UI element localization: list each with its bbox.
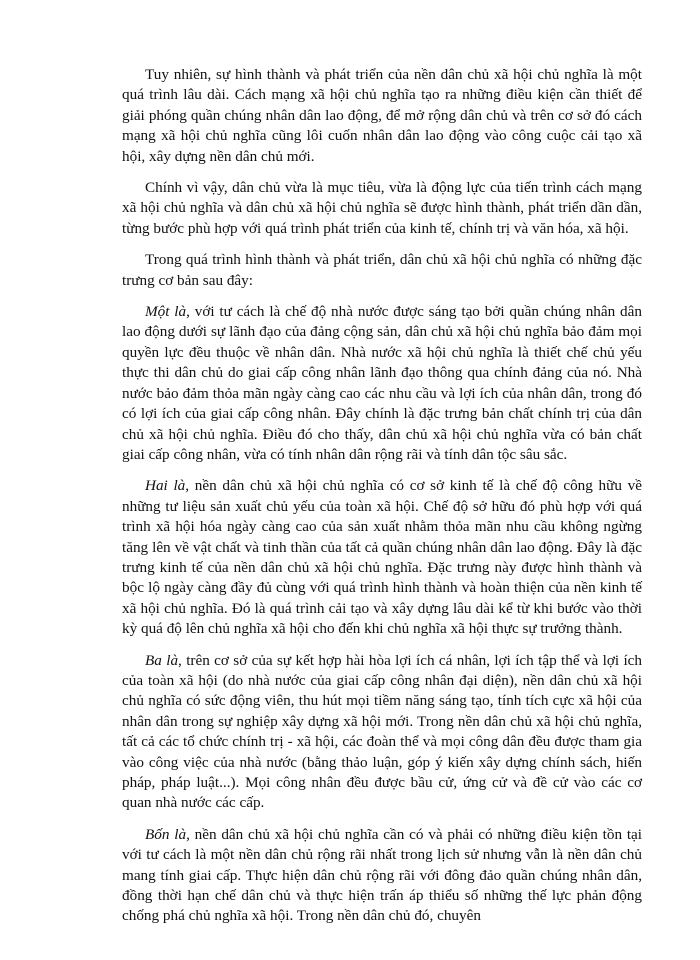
paragraph-lead: Một là bbox=[145, 303, 187, 321]
paragraph bbox=[122, 250, 642, 291]
paragraph bbox=[122, 65, 642, 167]
paragraph-lead: Bốn là bbox=[145, 825, 187, 843]
paragraph-text: Trong quá trình hình thành và phát triển, dân chủ xã hội chủ nghĩa có những đặc trưng cơ bản sau đây: bbox=[122, 251, 642, 289]
paragraph bbox=[122, 825, 642, 927]
paragraph-text: Tuy nhiên, sự hình thành và phát triển của nền dân chủ xã hội chủ nghĩa là một quá trình lâu dài. Cách mạng xã hội chủ nghĩa tạo ra những điều kiện cần thiết để giải phóng quần chúng nhân dân lao động, để mở rộng dân chủ và trên cơ sở đó cách mạng xã hội chủ nghĩa cũng lôi cuốn nhân dân lao động vào công cuộc cải tạo xã hội, xây dựng nền dân chủ mới. bbox=[122, 66, 642, 165]
paragraph-text: Chính vì vậy, dân chủ vừa là mục tiêu, vừa là động lực của tiến trình cách mạng xã hội chủ nghĩa và dân chủ xã hội chủ nghĩa sẽ được hình thành, phát triển dần dần, từng bước phù hợp với quá trình phát triển của kinh tế, chính trị và văn hóa, xã hội. bbox=[122, 179, 642, 237]
paragraph-text: , nền dân chủ xã hội chủ nghĩa có cơ sở kinh tế là chế độ công hữu về những tư liệu sản xuất chủ yếu của toàn xã hội. Chế độ sở hữu đó phù hợp với quá trình xã hội hóa ngày càng cao của sản xuất nhằm thỏa mãn nhu cầu không ngừng tăng lên về vật chất và tinh thần của tất cả quần chúng nhân dân lao động. Đây là đặc trưng kinh tế của nền dân chủ xã hội chủ nghĩa. Đặc trưng này được hình thành và bộc lộ ngày càng đầy đủ cùng với quá trình hình thành và hoàn thiện của nền kinh tế xã hội chủ nghĩa. Đó là quá trình cải tạo và xây dựng lâu dài kể từ khi bước vào thời kỳ quá độ lên chủ nghĩa xã hội cho đến khi chủ nghĩa xã hội thực sự trưởng thành. bbox=[122, 477, 642, 638]
paragraph bbox=[122, 302, 642, 465]
paragraph-lead: Hai là bbox=[145, 477, 186, 495]
paragraph bbox=[122, 178, 642, 239]
paragraph-text: , trên cơ sở của sự kết hợp hài hòa lợi ích cá nhân, lợi ích tập thể và lợi ích của toàn xã hội (do nhà nước của giai cấp công nhân đại diện), nền dân chủ xã hội chủ nghĩa có sức động viên, thu hút mọi tiềm năng sáng tạo, tính tích cực xã hội của nhân dân trong sự nghiệp xây dựng xã hội mới. Trong nền dân chủ xã hội chủ nghĩa, tất cả các tổ chức chính trị - xã hội, các đoàn thể và mọi công dân đều được tham gia vào công việc của nhà nước (bằng thảo luận, góp ý kiến xây dựng chính sách, hiến pháp, pháp luật...). Mọi công nhân đều được bầu cử, ứng cử và đề cử vào các cơ quan nhà nước các cấp. bbox=[122, 651, 642, 812]
document-page bbox=[122, 65, 642, 938]
paragraph-text: , với tư cách là chế độ nhà nước được sáng tạo bởi quần chúng nhân dân lao động dưới sự lãnh đạo của đảng cộng sản, dân chủ xã hội chủ nghĩa bảo đảm mọi quyền lực đều thuộc về nhân dân. Nhà nước xã hội chủ nghĩa là thiết chế chủ yếu thực thi dân chủ do giai cấp công nhân lãnh đạo thông qua chính đảng của nó. Nhà nước bảo đảm thỏa mãn ngày càng cao các nhu cầu và lợi ích của nhân dân, trong đó có lợi ích của giai cấp công nhân. Đây chính là đặc trưng bản chất chính trị của dân chủ xã hội chủ nghĩa. Điều đó cho thấy, dân chủ xã hội chủ nghĩa vừa có bản chất giai cấp công nhân, vừa có tính nhân dân rộng rãi và tính dân tộc sâu sắc. bbox=[122, 303, 642, 463]
paragraph-text: , nền dân chủ xã hội chủ nghĩa cần có và phải có những điều kiện tồn tại với tư cách là một nền dân chủ rộng rãi nhất trong lịch sử nhưng vẫn là nền dân chủ mang tính giai cấp. Thực hiện dân chủ rộng rãi với đông đảo quần chúng nhân dân, đồng thời hạn chế dân chủ và thực hiện trấn áp thiểu số những thế lực phản động chống phá chủ nghĩa xã hội. Trong nền dân chủ đó, chuyên bbox=[122, 825, 642, 925]
paragraph-lead: Ba là bbox=[145, 651, 179, 669]
paragraph bbox=[122, 476, 642, 639]
paragraph bbox=[122, 651, 642, 814]
